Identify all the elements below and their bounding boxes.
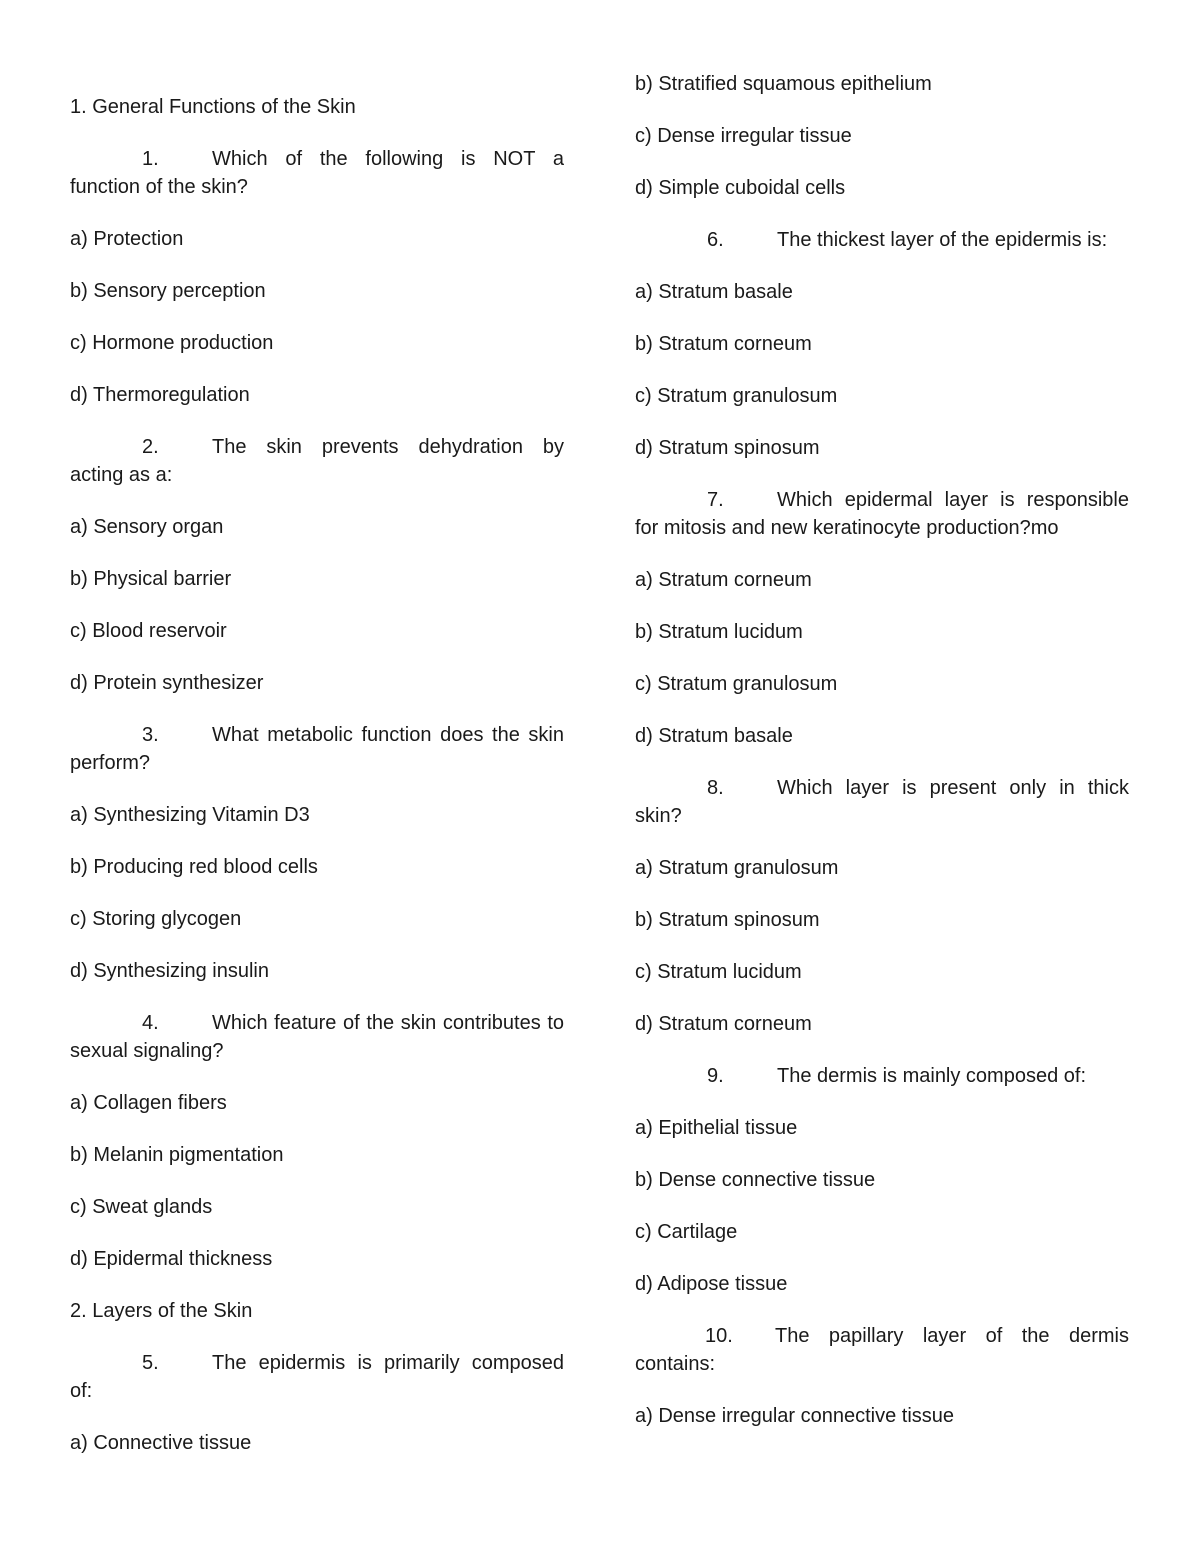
question-6 xyxy=(635,226,1129,254)
question-text: The dermis is mainly composed of: xyxy=(777,1065,1087,1087)
question-number: 2. xyxy=(142,436,159,458)
question-8 xyxy=(635,774,1129,830)
option-7a: a) Stratum corneum xyxy=(635,569,812,591)
question-7 xyxy=(635,486,1129,542)
question-text: Which epidermal layer is responsible for mitosis and new keratinocyte production?mo xyxy=(635,489,1129,539)
option-2a: a) Sensory organ xyxy=(70,516,224,538)
section-heading-general-functions: 1. General Functions of the Skin xyxy=(70,96,356,118)
option-6b: b) Stratum corneum xyxy=(635,333,812,355)
question-number: 9. xyxy=(707,1065,724,1087)
option-8a: a) Stratum granulosum xyxy=(635,857,839,879)
option-2b: b) Physical barrier xyxy=(70,568,232,590)
question-text: The thickest layer of the epidermis is: xyxy=(777,229,1108,251)
question-number: 4. xyxy=(142,1012,159,1034)
question-number: 5. xyxy=(142,1352,159,1374)
option-3d: d) Synthesizing insulin xyxy=(70,960,269,982)
option-5a: a) Connective tissue xyxy=(70,1432,252,1454)
question-text: Which of the following is NOT a function of the skin? xyxy=(70,148,564,198)
option-5b: b) Stratified squamous epithelium xyxy=(635,73,932,95)
option-7b: b) Stratum lucidum xyxy=(635,621,803,643)
option-9d: d) Adipose tissue xyxy=(635,1273,788,1295)
question-9 xyxy=(635,1062,1129,1090)
option-5d: d) Simple cuboidal cells xyxy=(635,177,846,199)
option-6a: a) Stratum basale xyxy=(635,281,793,303)
option-1d: d) Thermoregulation xyxy=(70,384,250,406)
option-10a: a) Dense irregular connective tissue xyxy=(635,1405,955,1427)
question-text: The skin prevents dehydration by acting as a: xyxy=(70,436,564,486)
option-3a: a) Synthesizing Vitamin D3 xyxy=(70,804,310,826)
option-9a: a) Epithelial tissue xyxy=(635,1117,798,1139)
option-4b: b) Melanin pigmentation xyxy=(70,1144,284,1166)
question-text: Which layer is present only in thick skin? xyxy=(635,777,1129,827)
question-text: Which feature of the skin contributes to sexual signaling? xyxy=(70,1012,564,1062)
left-column xyxy=(70,93,564,1481)
question-number: 10. xyxy=(705,1325,733,1347)
option-1c: c) Hormone production xyxy=(70,332,274,354)
option-8d: d) Stratum corneum xyxy=(635,1013,812,1035)
option-2d: d) Protein synthesizer xyxy=(70,672,264,694)
option-8c: c) Stratum lucidum xyxy=(635,961,802,983)
option-4c: c) Sweat glands xyxy=(70,1196,213,1218)
option-9b: b) Dense connective tissue xyxy=(635,1169,876,1191)
question-text: The epidermis is primarily composed of: xyxy=(70,1352,564,1402)
option-1b: b) Sensory perception xyxy=(70,280,266,302)
question-text: The papillary layer of the dermis contains: xyxy=(635,1325,1129,1375)
right-column xyxy=(635,70,1129,1454)
option-3c: c) Storing glycogen xyxy=(70,908,242,930)
option-6c: c) Stratum granulosum xyxy=(635,385,838,407)
option-4d: d) Epidermal thickness xyxy=(70,1248,273,1270)
option-9c: c) Cartilage xyxy=(635,1221,738,1243)
question-number: 8. xyxy=(707,777,724,799)
option-8b: b) Stratum spinosum xyxy=(635,909,820,931)
question-10 xyxy=(635,1322,1129,1378)
option-2c: c) Blood reservoir xyxy=(70,620,227,642)
option-3b: b) Producing red blood cells xyxy=(70,856,318,878)
question-5 xyxy=(70,1349,564,1405)
question-2 xyxy=(70,433,564,489)
option-7c: c) Stratum granulosum xyxy=(635,673,838,695)
question-1 xyxy=(70,145,564,201)
question-number: 3. xyxy=(142,724,159,746)
question-3 xyxy=(70,721,564,777)
option-5c: c) Dense irregular tissue xyxy=(635,125,852,147)
question-number: 1. xyxy=(142,148,159,170)
question-4 xyxy=(70,1009,564,1065)
question-number: 7. xyxy=(707,489,724,511)
option-6d: d) Stratum spinosum xyxy=(635,437,820,459)
question-text: What metabolic function does the skin perform? xyxy=(70,724,564,774)
option-7d: d) Stratum basale xyxy=(635,725,793,747)
question-number: 6. xyxy=(707,229,724,251)
option-1a: a) Protection xyxy=(70,228,184,250)
option-4a: a) Collagen fibers xyxy=(70,1092,227,1114)
section-heading-layers: 2. Layers of the Skin xyxy=(70,1300,253,1322)
